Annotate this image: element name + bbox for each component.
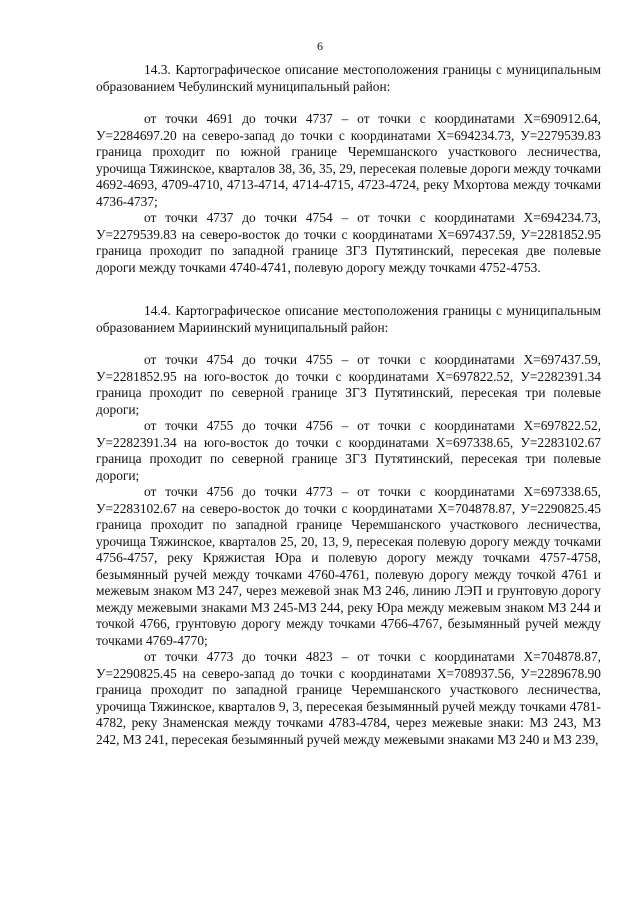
document-body (96, 62, 601, 748)
section-heading-14-3: 14.3. Картографическое описание местоположения границы с муниципальным образованием Чебулинский муниципальный район: (96, 62, 601, 94)
paragraph-4773-4823: от точки 4773 до точки 4823 – от точки с координатами Х=704878.87, У=2290825.45 на северо-запад до точки с координатами Х=708937.56, У=2289678.90 граница проходит по западной границе Черемшанского участкового лесничества, урочища Тяжинское, кварталов 9, 3, пересекая безымянный ручей между точками 4781-4782, реку Знаменская между точками 4783-4784, через межевые знаки: МЗ 243, МЗ 242, МЗ 241, пересекая безымянный ручей между межевыми знаками МЗ 240 и МЗ 239, (96, 649, 601, 747)
paragraph-4756-4773: от точки 4756 до точки 4773 – от точки с координатами Х=697338.65, У=2283102.67 на северо-восток до точки с координатами Х=704878.87, У=2290825.45 граница проходит по западной границе Черемшанского участкового лесничества, урочища Тяжинское, кварталов 25, 20, 13, 9, пересекая полевую дорогу между точками 4756-4757, реку Кряжистая Юра и полевую дорогу между точками 4757-4758, безымянный ручей между точками 4760-4761, полевую дорогу между точкой 4761 и межевым знаком МЗ 247, через межевой знак МЗ 246, линию ЛЭП и грунтовую дорогу между межевыми знаками МЗ 245-МЗ 244, реку Юра между межевым знаком МЗ 244 и точкой 4766, грунтовую дорогу между точками 4766-4767, безымянный ручей между точками 4769-4770; (96, 484, 601, 648)
paragraph-4755-4756: от точки 4755 до точки 4756 – от точки с координатами Х=697822.52, У=2282391.34 на юго-восток до точки с координатами Х=697338.65, У=2283102.67 граница проходит по северной границе ЗГЗ Путятинский, пересекая три полевые дороги; (96, 418, 601, 483)
page-number: 6 (317, 39, 323, 53)
paragraph-4754-4755: от точки 4754 до точки 4755 – от точки с координатами Х=697437.59, У=2281852.95 на юго-восток до точки с координатами Х=697822.52, У=2282391.34 граница проходит по северной границе ЗГЗ Путятинский, пересекая три полевые дороги; (96, 352, 601, 417)
section-heading-14-4: 14.4. Картографическое описание местоположения границы с муниципальным образованием Мариинский муниципальный район: (96, 303, 601, 335)
paragraph-4737-4754: от точки 4737 до точки 4754 – от точки с координатами Х=694234.73, У=2279539.83 на северо-восток до точки с координатами Х=697437.59, У=2281852.95 граница проходит по западной границе ЗГЗ Путятинский, пересекая две полевые дороги между точками 4740-4741, полевую дорогу между точками 4752-4753. (96, 210, 601, 275)
paragraph-4691-4737: от точки 4691 до точки 4737 – от точки с координатами Х=690912.64, У=2284697.20 на северо-запад до точки с координатами Х=694234.73, У=2279539.83 граница проходит по южной границе Черемшанского участкового лесничества, урочища Тяжинское, кварталов 38, 36, 35, 29, пересекая полевые дороги между точками 4692-4693, 4709-4710, 4713-4714, 4714-4715, 4723-4724, реку Мхортова между точками 4736-4737; (96, 111, 601, 209)
